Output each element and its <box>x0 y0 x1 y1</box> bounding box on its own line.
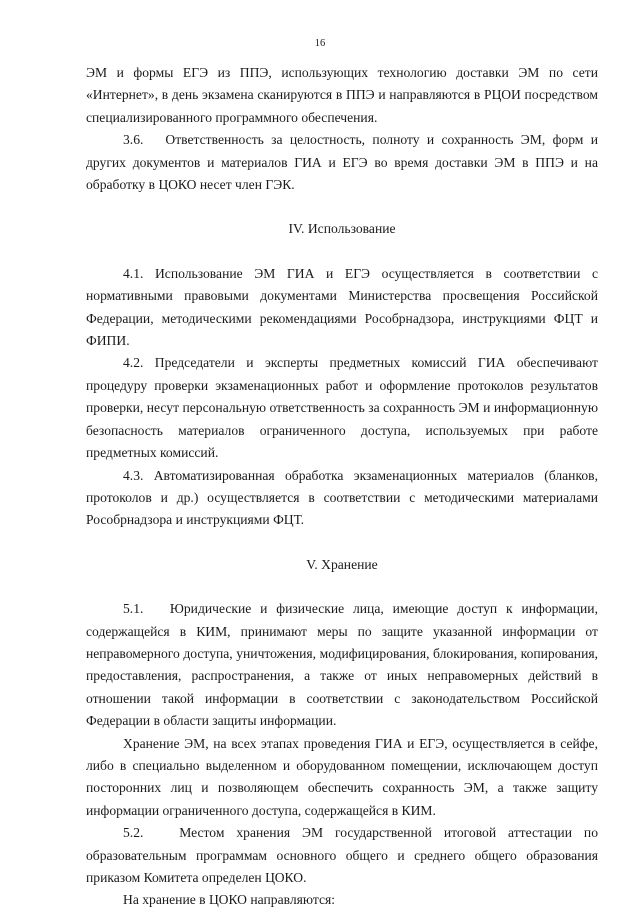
page-number: 16 <box>314 38 326 49</box>
section-heading-storage: V. Хранение <box>306 556 378 572</box>
paragraph-4-1: 4.1. Использование ЭМ ГИА и ЕГЭ осуществляется в соответствии с нормативными правовыми документами Министерства просвещения Российской Федерации, методическими рекомендациями Рособрнадзора, инструкциями ФЦТ и ФИПИ. <box>86 265 598 349</box>
document-body <box>86 62 598 912</box>
paragraph-5-1-storage: Хранение ЭМ, на всех этапах проведения ГИА и ЕГЭ, осуществляется в сейфе, либо в специально выделенном и оборудованном помещении, исключающем доступ посторонних лиц и позволяющем обеспечить сохранность ЭМ, а также защиту информации ограниченного доступа, содержащейся в КИМ. <box>86 735 598 818</box>
paragraph-continuation: ЭМ и формы ЕГЭ из ППЭ, использующих технологию доставки ЭМ по сети «Интернет», в день экзамена сканируются в ППЭ и направляются в РЦОИ посредством специализированного программного обеспечения. <box>86 65 598 125</box>
paragraph-3-6: 3.6. Ответственность за целостность, полноту и сохранность ЭМ, форм и других документов и материалов ГИА и ЕГЭ во время доставки ЭМ в ППЭ и на обработку в ЦОКО несет член ГЭК. <box>86 132 598 193</box>
paragraph-5-2-list-intro: На хранение в ЦОКО направляются: <box>123 892 336 908</box>
paragraph-5-1: 5.1. Юридические и физические лица, имеющие доступ к информации, содержащейся в КИМ, принимают меры по защите указанной информации от неправомерного доступа, уничтожения, модифицирования, блокирования, копирования, предоставления, распространения, а также от иных неправомерных действий в отношении такой информации в соответствии с законодательством Российской Федерации в области защиты информации. <box>86 601 598 729</box>
paragraph-4-3: 4.3. Автоматизированная обработка экзаменационных материалов (бланков, протоколов и др.) осуществляется в соответствии с методическими материалами Рособрнадзора и инструкциями ФЦТ. <box>86 467 598 528</box>
paragraph-5-2: 5.2. Местом хранения ЭМ государственной итоговой аттестации по образовательным программам основного общего и среднего общего образования приказом Комитета определен ЦОКО. <box>86 825 598 885</box>
section-heading-usage: IV. Использование <box>288 221 396 237</box>
paragraph-4-2: 4.2. Председатели и эксперты предметных комиссий ГИА обеспечивают процедуру проверки экзаменационных работ и оформление протоколов результатов проверки, несут персональную ответственность за сохранность ЭМ и информационную безопасность материалов ограниченного доступа, используемых при работе предметных комиссий. <box>86 355 598 461</box>
